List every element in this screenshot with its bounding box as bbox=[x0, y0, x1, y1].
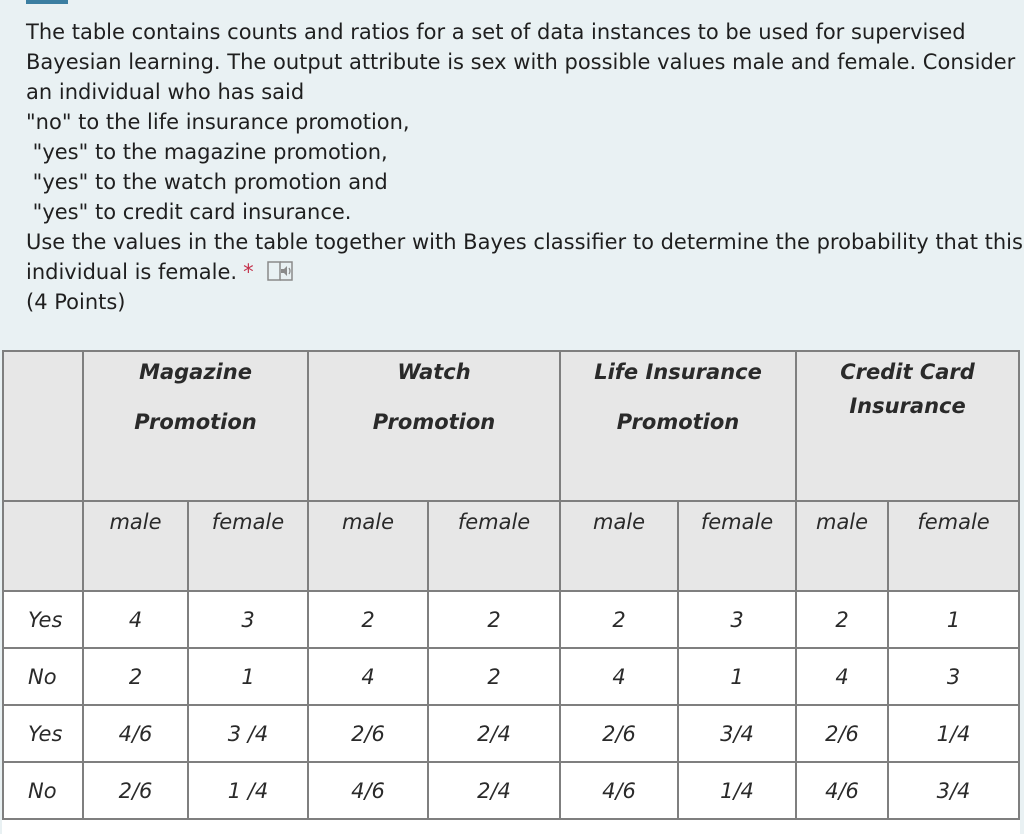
table-cell: 3 bbox=[678, 591, 796, 648]
sex-header: female bbox=[888, 501, 1019, 591]
sex-header: male bbox=[560, 501, 678, 591]
group-header-line: Promotion bbox=[372, 410, 496, 434]
table-cell: 4/6 bbox=[796, 762, 888, 819]
sex-header: male bbox=[308, 501, 428, 591]
group-header-life-insurance bbox=[560, 351, 796, 501]
table-cell: 3/4 bbox=[888, 762, 1019, 819]
question-line: "no" to the life insurance promotion, bbox=[26, 110, 410, 134]
question-line: Use the values in the table together with Bayes classifier to determine the probability that this bbox=[26, 230, 1023, 254]
group-header-watch bbox=[308, 351, 560, 501]
table-cell: 3 /4 bbox=[188, 705, 308, 762]
group-header-line: Life Insurance bbox=[594, 360, 762, 384]
table-cell: 2 bbox=[308, 591, 428, 648]
table-row bbox=[3, 705, 1019, 762]
table-cell: 2/4 bbox=[428, 705, 560, 762]
table-cell: 2 bbox=[560, 591, 678, 648]
question-line: an individual who has said bbox=[26, 80, 305, 104]
points-label: (4 Points) bbox=[26, 290, 126, 314]
question-text bbox=[26, 17, 1023, 317]
sex-header: male bbox=[83, 501, 188, 591]
empty-corner-cell bbox=[3, 501, 83, 591]
row-label: Yes bbox=[3, 705, 83, 762]
table-cell: 2 bbox=[428, 648, 560, 705]
table-cell: 3 bbox=[888, 648, 1019, 705]
data-table-container bbox=[2, 350, 1020, 834]
bayes-data-table bbox=[2, 350, 1020, 820]
table-cell: 1 bbox=[188, 648, 308, 705]
table-row bbox=[3, 591, 1019, 648]
table-cell: 4 bbox=[83, 591, 188, 648]
table-cell: 4/6 bbox=[308, 762, 428, 819]
group-header-magazine bbox=[83, 351, 308, 501]
table-cell: 4 bbox=[560, 648, 678, 705]
sex-header: male bbox=[796, 501, 888, 591]
group-header-line: Credit Card bbox=[840, 360, 975, 384]
table-cell: 2/6 bbox=[560, 705, 678, 762]
table-cell: 1/4 bbox=[678, 762, 796, 819]
question-line: "yes" to the magazine promotion, bbox=[26, 140, 388, 164]
table-cell: 2/6 bbox=[308, 705, 428, 762]
row-label: Yes bbox=[3, 591, 83, 648]
table-cell: 2/4 bbox=[428, 762, 560, 819]
table-cell: 2/6 bbox=[83, 762, 188, 819]
table-cell: 3/4 bbox=[678, 705, 796, 762]
row-label: No bbox=[3, 648, 83, 705]
empty-corner-cell bbox=[3, 351, 83, 501]
table-cell: 4 bbox=[796, 648, 888, 705]
question-line: "yes" to credit card insurance. bbox=[26, 200, 352, 224]
sex-header: female bbox=[188, 501, 308, 591]
table-cell: 1/4 bbox=[888, 705, 1019, 762]
table-cell: 1 /4 bbox=[188, 762, 308, 819]
required-mark: * bbox=[243, 260, 254, 284]
table-row bbox=[3, 648, 1019, 705]
group-header-line: Promotion bbox=[616, 410, 740, 434]
question-line: The table contains counts and ratios for a set of data instances to be used for supervised bbox=[26, 20, 966, 44]
sex-header-row bbox=[3, 501, 1019, 591]
immersive-reader-icon[interactable] bbox=[266, 259, 296, 283]
table-cell: 4/6 bbox=[560, 762, 678, 819]
table-cell: 2/6 bbox=[796, 705, 888, 762]
table-cell: 1 bbox=[888, 591, 1019, 648]
table-cell: 2 bbox=[83, 648, 188, 705]
question-line: individual is female. bbox=[26, 260, 238, 284]
group-header-line: Magazine bbox=[139, 360, 252, 384]
table-cell: 1 bbox=[678, 648, 796, 705]
table-cell: 2 bbox=[796, 591, 888, 648]
accent-bar bbox=[26, 0, 68, 4]
group-header-credit-card bbox=[796, 351, 1019, 501]
group-header-line: Promotion bbox=[134, 410, 257, 434]
group-header-line: Watch bbox=[397, 360, 471, 384]
group-header-line: Insurance bbox=[849, 394, 966, 418]
question-line: "yes" to the watch promotion and bbox=[26, 170, 388, 194]
table-cell: 2 bbox=[428, 591, 560, 648]
row-label: No bbox=[3, 762, 83, 819]
sex-header: female bbox=[428, 501, 560, 591]
table-cell: 3 bbox=[188, 591, 308, 648]
table-cell: 4/6 bbox=[83, 705, 188, 762]
question-last-line bbox=[26, 257, 1006, 287]
sex-header: female bbox=[678, 501, 796, 591]
question-line: Bayesian learning. The output attribute is sex with possible values male and female. Consider bbox=[26, 50, 1016, 74]
group-header-row bbox=[3, 351, 1019, 501]
table-row bbox=[3, 762, 1019, 819]
table-cell: 4 bbox=[308, 648, 428, 705]
